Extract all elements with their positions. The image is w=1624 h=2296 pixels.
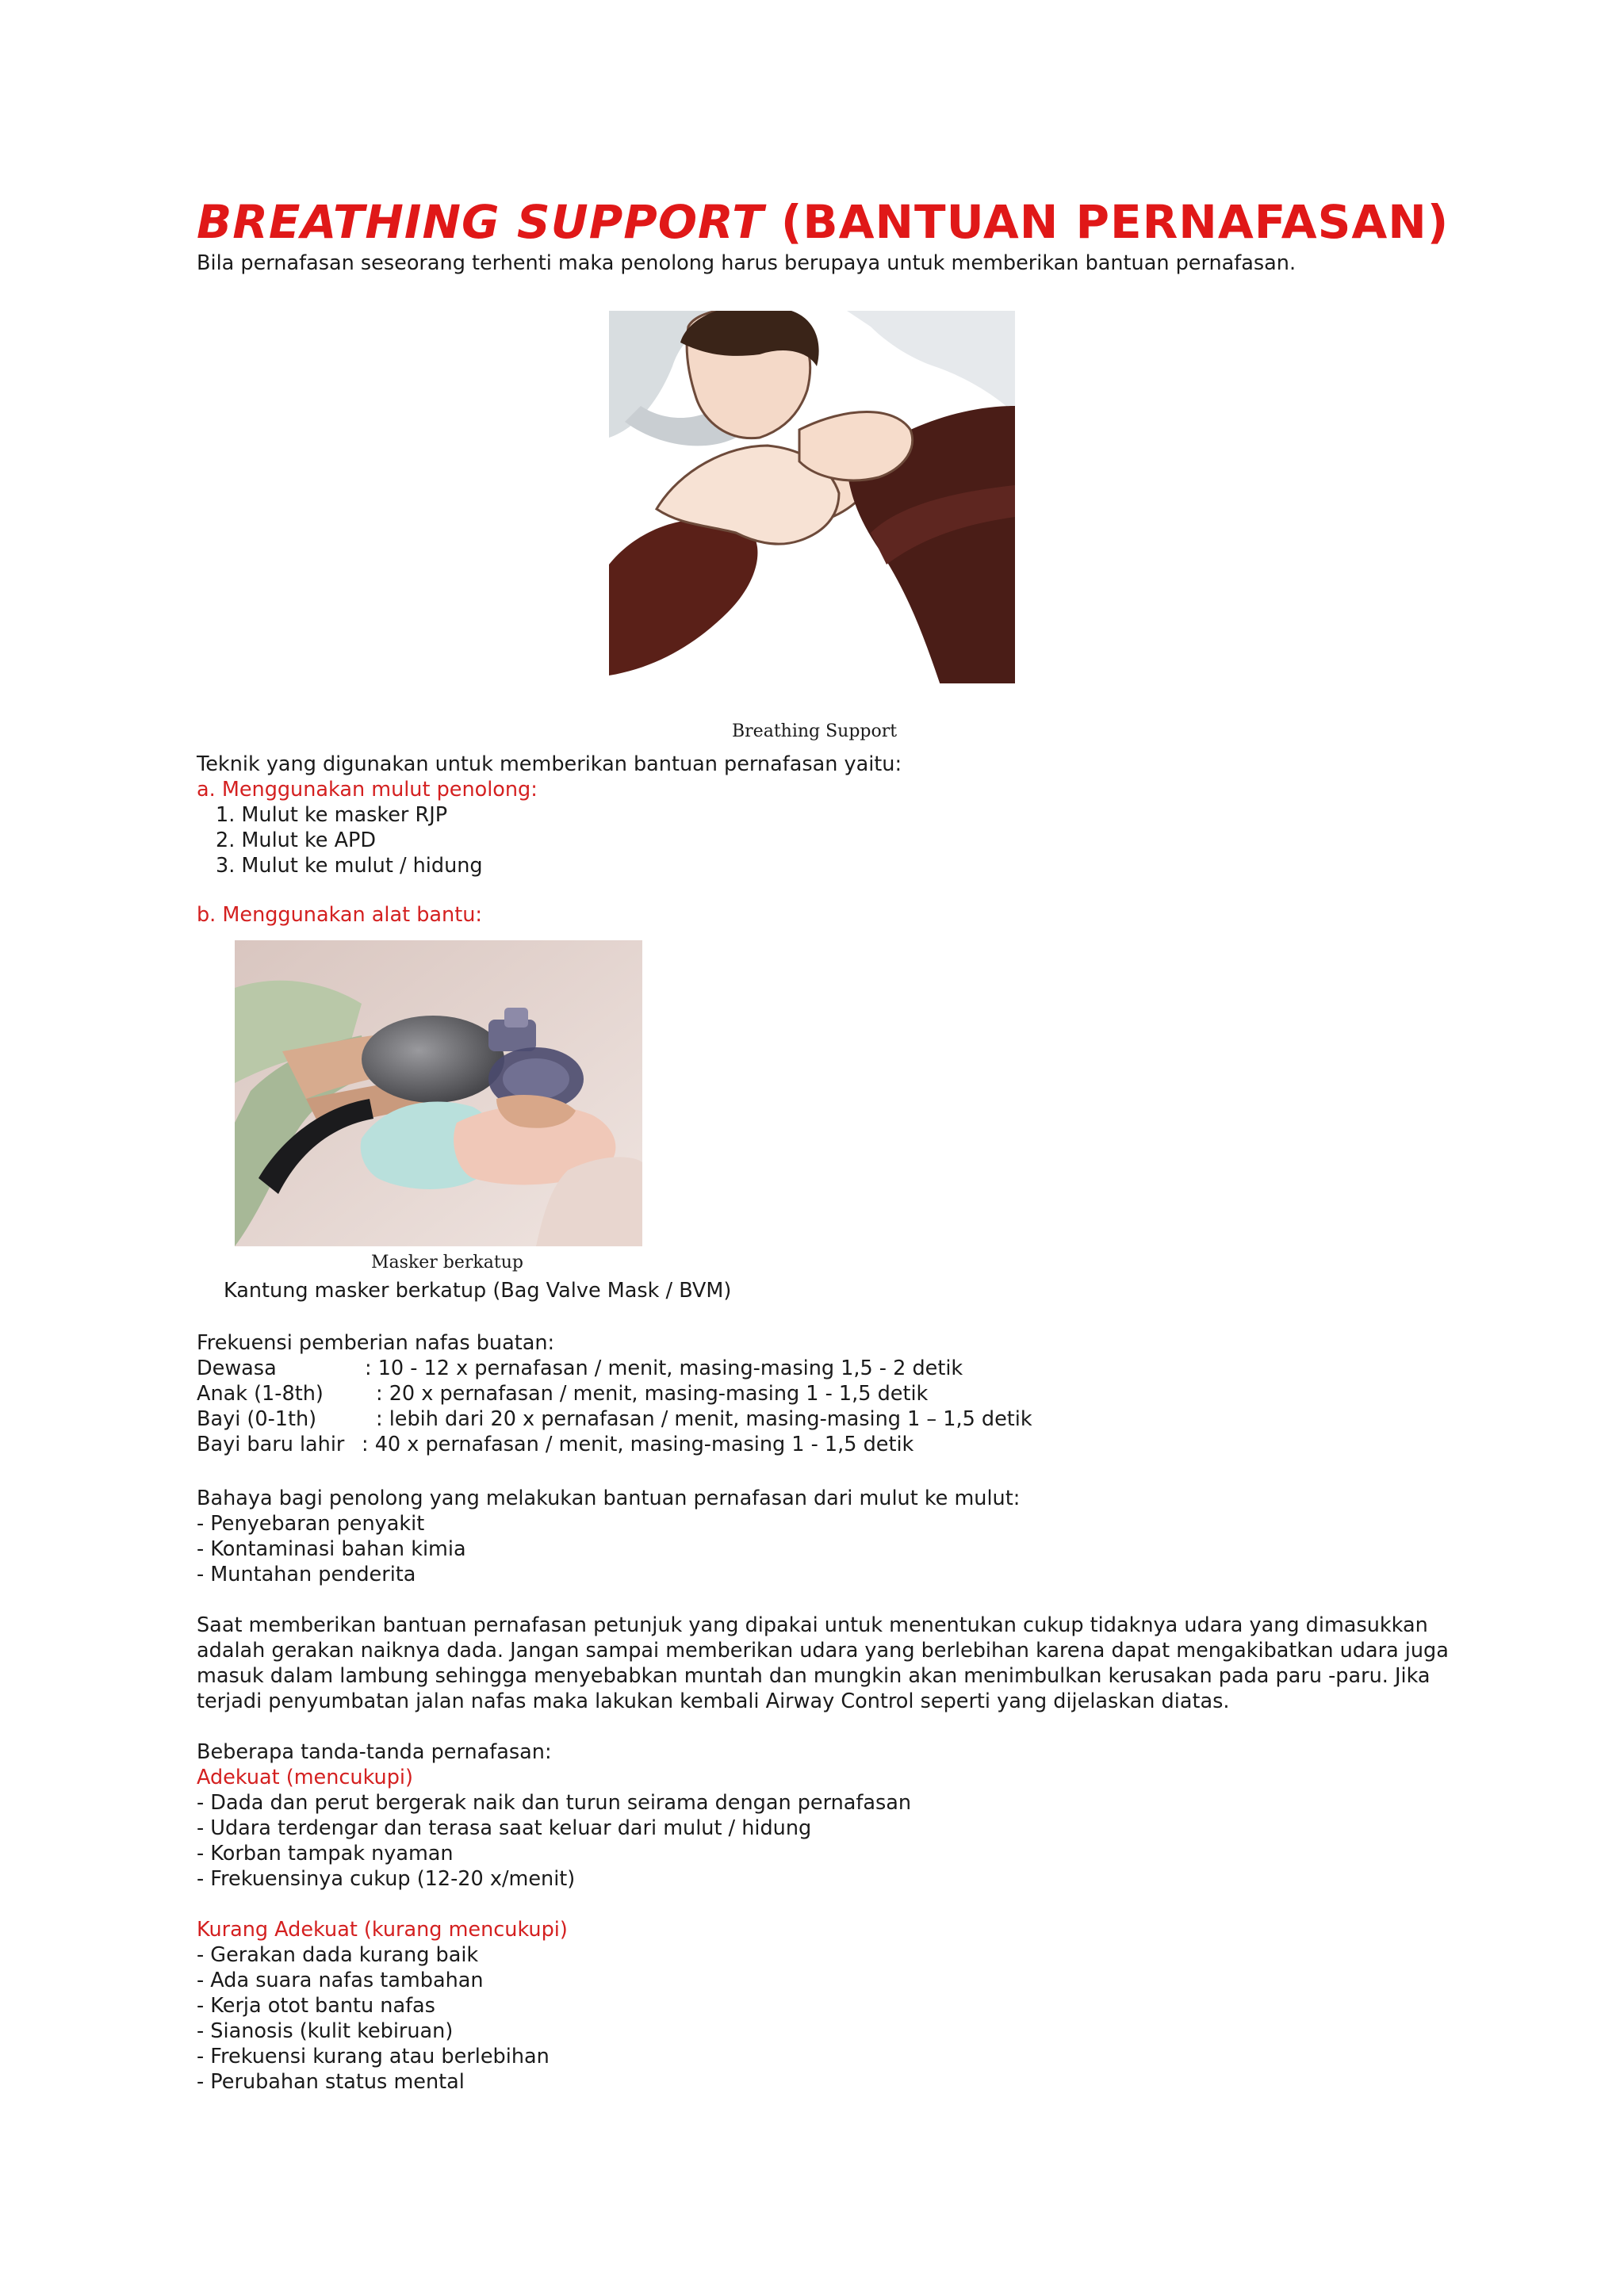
intro-text: Bila pernafasan seseorang terhenti maka penolong harus berupaya untuk memberikan bantuan pernafasan. [197, 251, 1297, 275]
frequency-row [197, 1381, 1032, 1406]
paragraph-line: terjadi penyumbatan jalan nafas maka lakukan kembali Airway Control seperti yang dijelaskan diatas. [197, 1689, 1230, 1713]
technique-b-label: b. Menggunakan alat bantu: [197, 903, 482, 927]
list-item: - Muntahan penderita [197, 1563, 416, 1586]
figure1-caption: Breathing Support [732, 721, 898, 741]
list-item: 2. Mulut ke APD [216, 828, 377, 852]
rescue-breathing-drawing [609, 311, 1015, 690]
signs-lead: Beberapa tanda-tanda pernafasan: [197, 1740, 552, 1764]
list-item: 3. Mulut ke mulut / hidung [216, 854, 483, 878]
inadequate-label: Kurang Adekuat (kurang mencukupi) [197, 1918, 568, 1942]
frequency-row [197, 1432, 1032, 1457]
frequency-label: Bayi baru lahir [197, 1433, 345, 1456]
danger-lead: Bahaya bagi penolong yang melakukan bantuan pernafasan dari mulut ke mulut: [197, 1487, 1021, 1510]
list-item: - Sianosis (kulit kebiruan) [197, 2019, 454, 2043]
paragraph-line: adalah gerakan naiknya dada. Jangan sampai memberikan udara yang berlebihan karena dapat mengakibatkan udara juga [197, 1639, 1449, 1663]
list-item: - Frekuensinya cukup (12-20 x/menit) [197, 1867, 576, 1891]
list-item: - Kontaminasi bahan kimia [197, 1537, 466, 1561]
bag-valve-mask-photo [235, 940, 642, 1246]
title-italic: BREATHING SUPPORT [197, 195, 764, 249]
inadequate-list [197, 1942, 550, 2095]
paragraph-line: masuk dalam lambung sehingga menyebabkan muntah dan mungkin akan menimbulkan kerusakan pada paru -paru. Jika [197, 1664, 1431, 1688]
frequency-value: : 40 x pernafasan / menit, masing-masing 1 - 1,5 detik [362, 1433, 914, 1456]
frequency-row [197, 1406, 1032, 1432]
list-item: - Korban tampak nyaman [197, 1842, 454, 1866]
technique-a-label: a. Menggunakan mulut penolong: [197, 778, 538, 802]
list-item: 1. Mulut ke masker RJP [216, 803, 448, 827]
frequency-value: : 20 x pernafasan / menit, masing-masing 1 - 1,5 detik [376, 1382, 929, 1406]
list-item: - Penyebaran penyakit [197, 1512, 425, 1536]
frequency-lead: Frekuensi pemberian nafas buatan: [197, 1331, 555, 1355]
adequate-list [197, 1790, 911, 1892]
frequency-value: : 10 - 12 x pernafasan / menit, masing-masing 1,5 - 2 detik [365, 1357, 963, 1380]
frequency-row [197, 1356, 1032, 1381]
instruction-paragraph [197, 1613, 1449, 1714]
frequency-label: Dewasa [197, 1357, 277, 1380]
frequency-value: : lebih dari 20 x pernafasan / menit, masing-masing 1 – 1,5 detik [376, 1407, 1032, 1431]
list-item: - Perubahan status mental [197, 2070, 465, 2094]
page-title [197, 195, 1449, 249]
frequency-label: Anak (1-8th) [197, 1382, 324, 1406]
paragraph-line: Saat memberikan bantuan pernafasan petunjuk yang dipakai untuk menentukan cukup tidaknya udara yang dimasukkan [197, 1613, 1428, 1637]
list-item: - Dada dan perut bergerak naik dan turun seirama dengan pernafasan [197, 1791, 912, 1815]
frequency-label: Bayi (0-1th) [197, 1407, 317, 1431]
figure2-description: Kantung masker berkatup (Bag Valve Mask / BVM) [224, 1279, 732, 1303]
list-item: - Gerakan dada kurang baik [197, 1943, 479, 1967]
list-item: - Frekuensi kurang atau berlebihan [197, 2045, 550, 2068]
list-item: - Ada suara nafas tambahan [197, 1969, 484, 1992]
list-item: - Udara terdengar dan terasa saat keluar dari mulut / hidung [197, 1816, 812, 1840]
figure2-caption: Masker berkatup [371, 1253, 523, 1272]
danger-list [197, 1511, 466, 1587]
title-normal: (BANTUAN PERNAFASAN) [780, 195, 1450, 249]
list-item: - Kerja otot bantu nafas [197, 1994, 435, 2018]
rescue-breathing-illustration [609, 311, 1015, 690]
technique-a-list [216, 802, 483, 878]
frequency-table [197, 1356, 1032, 1457]
bag-valve-mask-drawing [235, 940, 642, 1246]
adequate-label: Adekuat (mencukupi) [197, 1766, 413, 1789]
techniques-lead: Teknik yang digunakan untuk memberikan bantuan pernafasan yaitu: [197, 752, 902, 776]
